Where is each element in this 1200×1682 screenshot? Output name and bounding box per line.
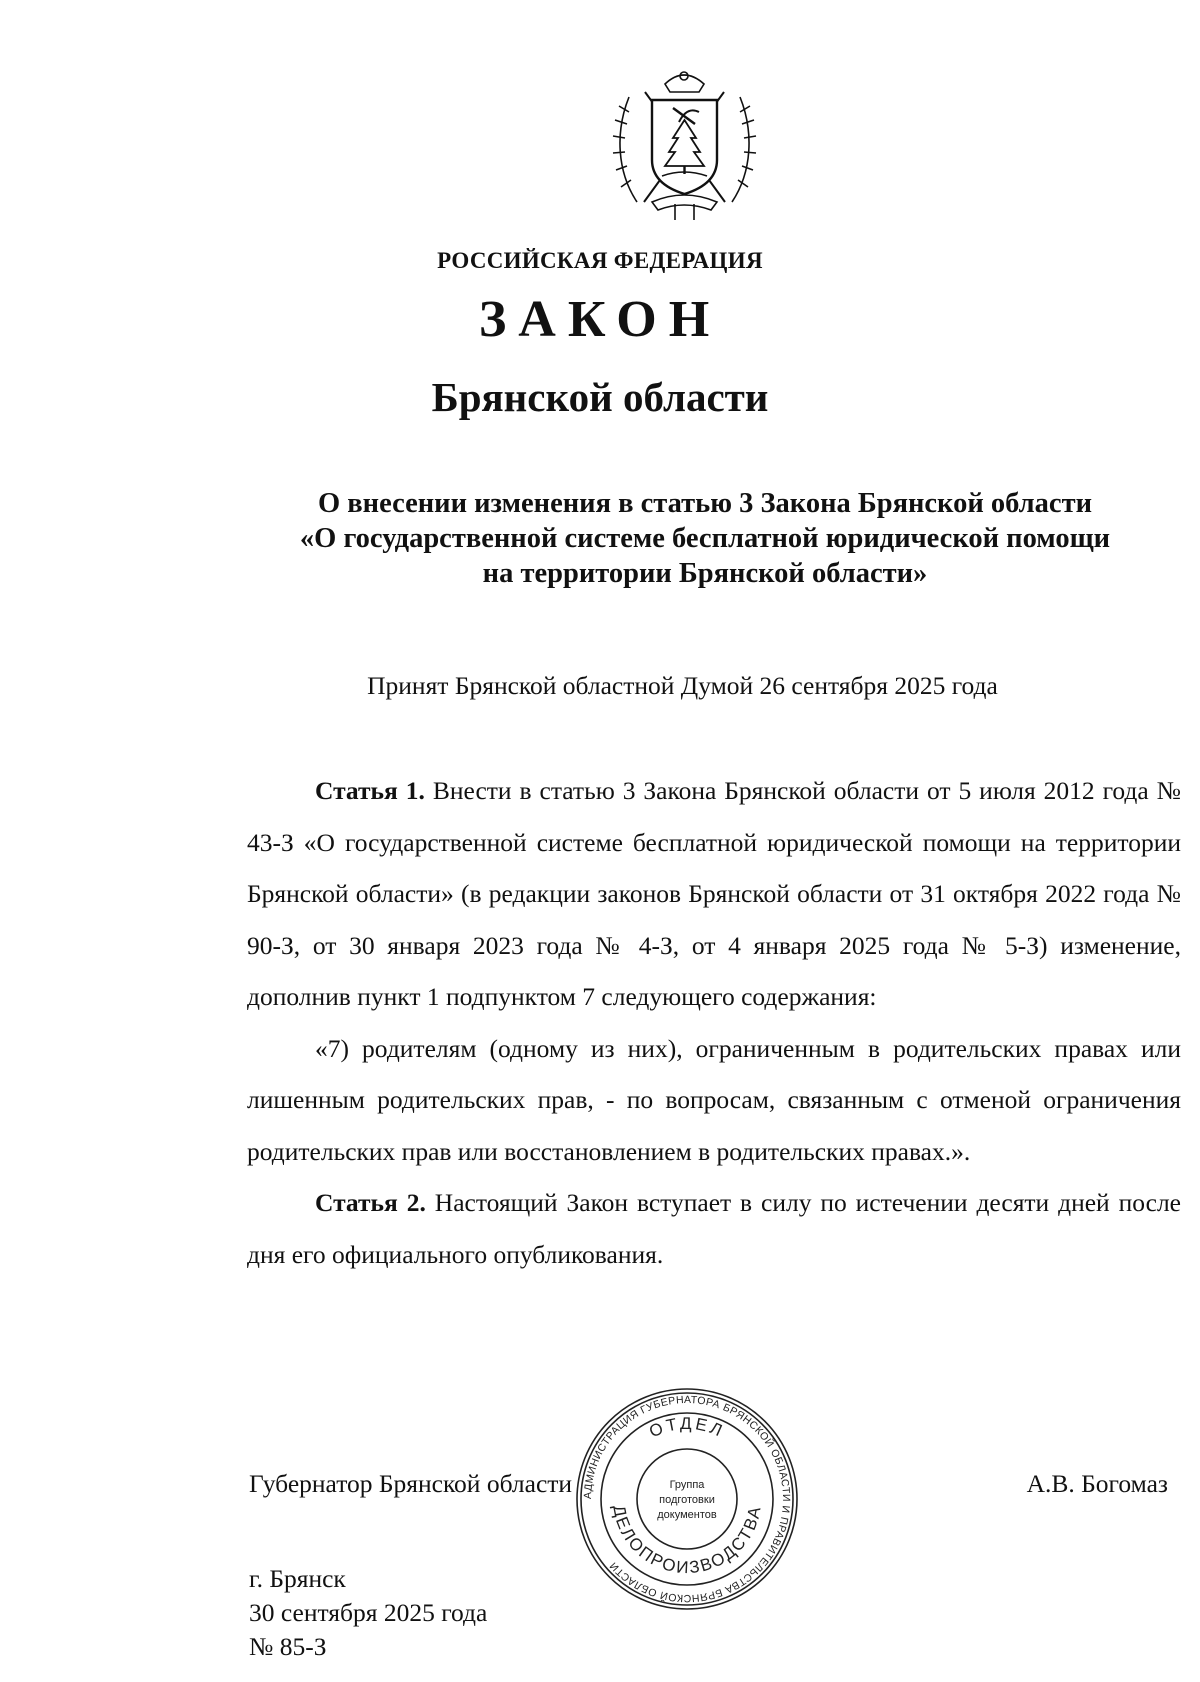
- coat-of-arms-icon: [607, 62, 762, 222]
- official-stamp: [573, 1385, 801, 1613]
- stamp-inner-bottom: ДЕЛОПРОИЗВОДСТВА: [609, 1503, 765, 1578]
- federation-heading: РОССИЙСКАЯ ФЕДЕРАЦИЯ: [437, 248, 763, 273]
- law-heading: ЗАКОН: [478, 291, 722, 348]
- place-date-number: [249, 1562, 487, 1664]
- article-1-quote: «7) родителям (одному из них), ограниченным в родительских правах или лишенным родительских прав, - по вопросам, связанным с отменой ограничения родительских прав или восстановлением в родительских правах.».: [247, 1033, 1181, 1166]
- signing-date: 30 сентября 2025 года: [249, 1598, 488, 1627]
- law-title: [225, 486, 1185, 591]
- governor-name: А.В. Богомаз: [1026, 1469, 1168, 1498]
- article-1-label: Статья 1.: [315, 776, 425, 805]
- stamp-center-line: Группа: [669, 1479, 705, 1491]
- adoption-note: Принят Брянской областной Думой 26 сентября 2025 года: [367, 671, 998, 700]
- law-title-line: на территории Брянской области»: [482, 558, 928, 589]
- article-2: [247, 1177, 1181, 1280]
- article-2-label: Статья 2.: [315, 1188, 426, 1217]
- region-heading: Брянской области: [431, 374, 769, 420]
- law-body: [247, 765, 1181, 1280]
- article-1-text: Внести в статью 3 Закона Брянской области от 5 июля 2012 года № 43-З «О государственной системе бесплатной юридической помощи на территории Брянской области» (в редакции законов Брянской области от 31 октября 2022 года № 90-З, от 30 января 2023 года № 4-З, от 4 января 2025 года № 5-З) изменение, дополнив пункт 1 подпунктом 7 следующего содержания:: [247, 776, 1181, 1011]
- stamp-center-line: подготовки: [659, 1494, 715, 1506]
- city: г. Брянск: [249, 1564, 346, 1593]
- law-title-line: «О государственной системе бесплатной юридической помощи: [299, 523, 1111, 554]
- law-number: № 85-З: [249, 1632, 327, 1661]
- governor-label: Губернатор Брянской области: [249, 1469, 573, 1498]
- article-1: [247, 765, 1181, 1023]
- article-2-text: Настоящий Закон вступает в силу по истечении десяти дней после дня его официального опубликования.: [247, 1188, 1182, 1269]
- stamp-center-line: документов: [657, 1509, 717, 1521]
- stamp-inner-top: ОТДЕЛ: [646, 1413, 728, 1442]
- law-title-line: О внесении изменения в статью 3 Закона Брянской области: [317, 488, 1092, 519]
- stamp-outer-text: АДМИНИСТРАЦИЯ ГУБЕРНАТОРА БРЯНСКОЙ ОБЛАСТИ И ПРАВИТЕЛЬСТВА БРЯНСКОЙ ОБЛАСТИ: [581, 1393, 793, 1605]
